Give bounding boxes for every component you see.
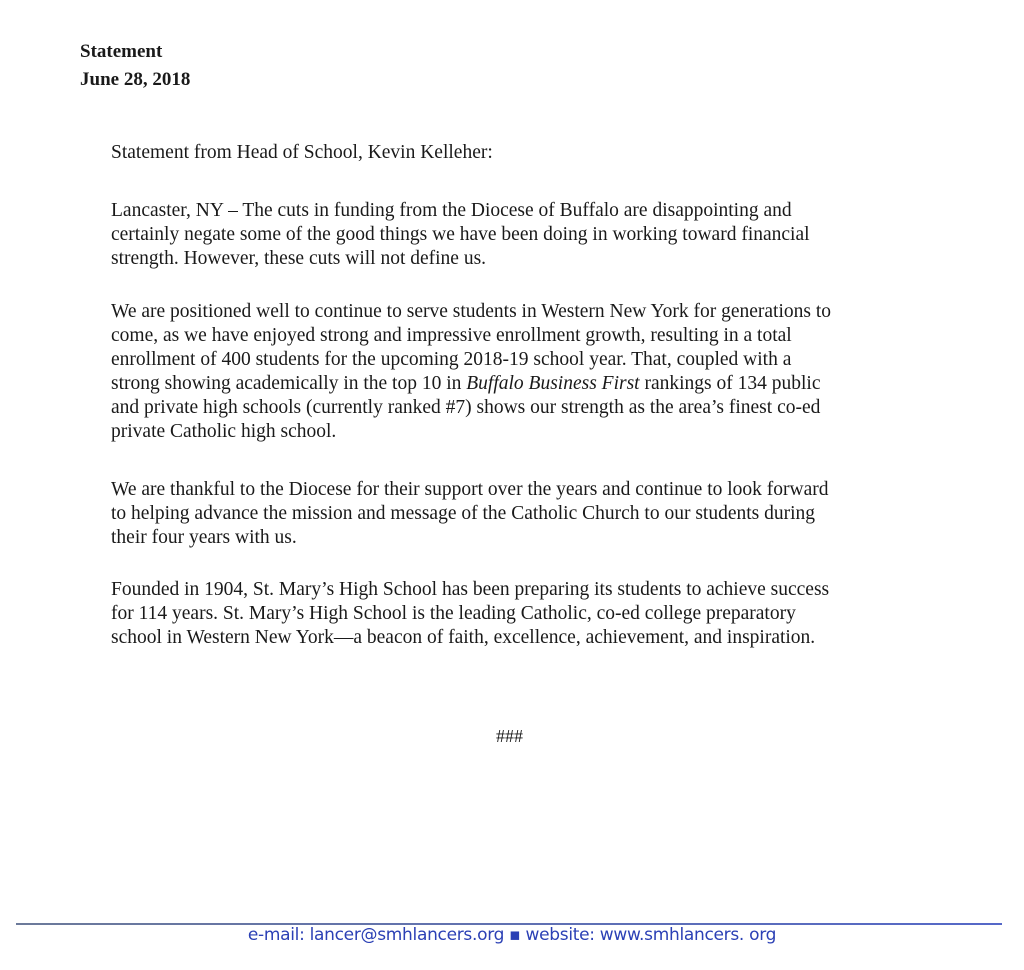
paragraph-2 [111,300,831,444]
text-line: certainly negate some of the good things we have been doing in working toward financial [111,224,810,245]
text-line: strength. However, these cuts will not define us. [111,248,487,269]
intro-line: Statement from Head of School, Kevin Kelleher: [111,142,493,163]
text-line: their four years with us. [111,527,297,548]
text-line: school in Western New York—a beacon of faith, excellence, achievement, and inspiration. [111,627,816,648]
text-line: come, as we have enjoyed strong and impressive enrollment growth, resulting in a total [111,325,792,346]
text-segment: strong showing academically in the top 10 in [111,373,467,394]
text-line: private Catholic high school. [111,421,337,442]
text-line: We are positioned well to continue to serve students in Western New York for generations to [111,301,832,322]
paragraph-4 [111,578,829,650]
footer-contact: e-mail: lancer@smhlancers.org ▪ website: www.smhlancers. org [247,925,777,945]
text-segment: rankings of 134 public [639,373,821,394]
document-date: June 28, 2018 [80,69,191,90]
text-line [111,372,831,396]
paragraph-1 [111,199,810,271]
text-line: enrollment of 400 students for the upcoming 2018-19 school year. That, coupled with a [111,349,792,370]
publication-name: Buffalo Business First [466,373,640,394]
text-line: to helping advance the mission and message of the Catholic Church to our students during [111,503,816,524]
text-line: Lancaster, NY – The cuts in funding from the Diocese of Buffalo are disappointing and [111,200,792,221]
paragraph-3 [111,478,829,550]
text-line: Founded in 1904, St. Mary’s High School has been preparing its students to achieve success [111,579,830,600]
text-line: for 114 years. St. Mary’s High School is the leading Catholic, co-ed college preparatory [111,603,796,624]
document-title: Statement [80,41,163,62]
text-line: We are thankful to the Diocese for their support over the years and continue to look forward [111,479,829,500]
end-mark: ### [496,726,523,746]
text-line: and private high schools (currently ranked #7) shows our strength as the area’s finest co-ed [111,397,821,418]
